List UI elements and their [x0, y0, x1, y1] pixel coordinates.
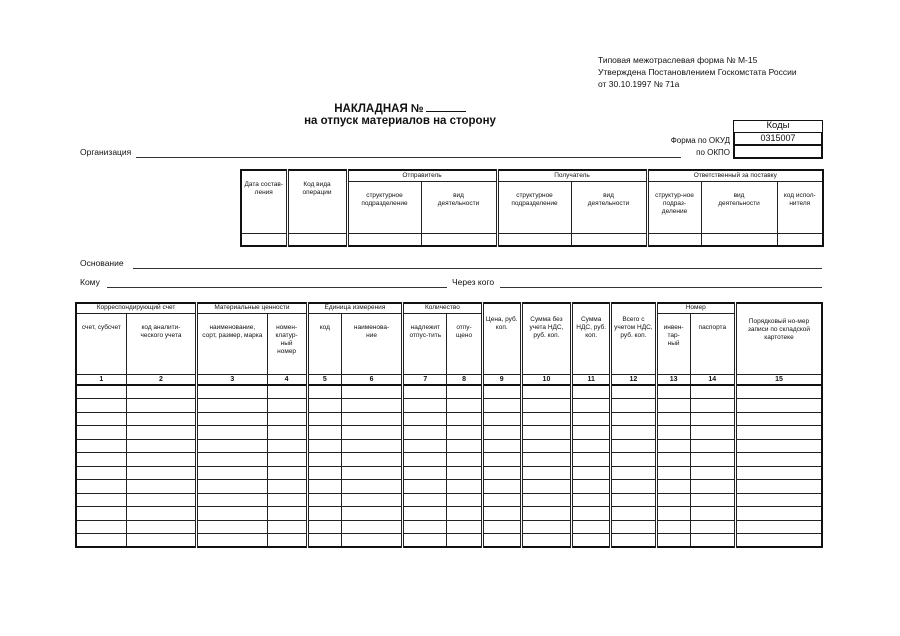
table-cell[interactable]	[76, 453, 126, 467]
table-cell[interactable]	[482, 507, 521, 521]
col-number-6: 6	[341, 374, 402, 385]
responsible-dept-cell[interactable]	[647, 233, 701, 246]
codes-labels	[600, 135, 730, 159]
table-cell[interactable]	[572, 412, 611, 426]
title-line-2: на отпуск материалов на сторону	[304, 115, 496, 127]
organization-label: Организация	[80, 147, 132, 157]
table-cell[interactable]	[735, 493, 822, 507]
table-cell[interactable]	[447, 399, 482, 413]
table-cell[interactable]	[656, 493, 690, 507]
table-cell[interactable]	[447, 412, 482, 426]
approval-line-3: от 30.10.1997 № 71а	[598, 79, 680, 89]
table-cell[interactable]	[267, 520, 307, 534]
table-cell[interactable]	[521, 439, 571, 453]
codes-header: Коды	[733, 120, 823, 133]
table-cell[interactable]	[341, 493, 402, 507]
table-cell[interactable]	[403, 480, 447, 494]
col-header-2: код аналити-ческого учета	[126, 313, 196, 374]
col-header-9: Цена, руб. коп.	[482, 303, 521, 374]
table-cell[interactable]	[403, 534, 447, 548]
table-cell[interactable]	[690, 439, 735, 453]
table-cell[interactable]	[735, 399, 822, 413]
table-cell[interactable]	[656, 534, 690, 548]
col-header-10: Сумма без учета НДС, руб. коп.	[521, 303, 571, 374]
col-number-8: 8	[447, 374, 482, 385]
sender-dept-cell[interactable]	[347, 233, 421, 246]
invoice-number-field[interactable]	[426, 103, 466, 112]
table-cell[interactable]	[656, 412, 690, 426]
sender-activity-header: вид деятельности	[421, 181, 497, 233]
table-body	[76, 385, 822, 547]
sender-activity-cell[interactable]	[421, 233, 497, 246]
table-cell[interactable]	[126, 466, 196, 480]
table-cell[interactable]	[267, 534, 307, 548]
col-header-4: номен-клатур-ный номер	[267, 313, 307, 374]
table-cell[interactable]	[656, 385, 690, 399]
table-cell[interactable]	[447, 466, 482, 480]
unit-group-header: Единица измерения	[307, 303, 403, 313]
col-header-13: инвен-тар-ный	[656, 313, 690, 374]
table-cell[interactable]	[76, 507, 126, 521]
table-cell[interactable]	[611, 507, 656, 521]
table-cell[interactable]	[611, 534, 656, 548]
table-cell[interactable]	[656, 439, 690, 453]
table-cell[interactable]	[126, 507, 196, 521]
col-header-15: Порядковый но-мер записи по складской картотеке	[735, 303, 822, 374]
table-cell[interactable]	[447, 385, 482, 399]
table-cell[interactable]	[76, 520, 126, 534]
col-header-1: счет, субсчет	[76, 313, 126, 374]
table-cell[interactable]	[572, 534, 611, 548]
col-header-11: Сумма НДС, руб. коп.	[572, 303, 611, 374]
table-cell[interactable]	[611, 439, 656, 453]
table-cell[interactable]	[735, 453, 822, 467]
col-number-4: 4	[267, 374, 307, 385]
table-cell[interactable]	[341, 534, 402, 548]
account-group-header: Корреспондирующий счет	[76, 303, 197, 313]
table-cell[interactable]	[307, 466, 341, 480]
col-number-13: 13	[656, 374, 690, 385]
table-cell[interactable]	[341, 426, 402, 440]
col-number-15: 15	[735, 374, 822, 385]
table-cell[interactable]	[611, 520, 656, 534]
table-cell[interactable]	[572, 466, 611, 480]
document-title	[280, 103, 520, 127]
table-cell[interactable]	[267, 399, 307, 413]
table-cell[interactable]	[126, 426, 196, 440]
table-cell[interactable]	[403, 507, 447, 521]
table-cell[interactable]	[690, 507, 735, 521]
table-cell[interactable]	[197, 399, 267, 413]
table-cell[interactable]	[521, 466, 571, 480]
table-cell[interactable]	[126, 520, 196, 534]
table-cell[interactable]	[447, 453, 482, 467]
table-cell[interactable]	[572, 426, 611, 440]
basis-field[interactable]	[133, 268, 822, 269]
table-cell[interactable]	[656, 426, 690, 440]
codes-box	[733, 120, 823, 159]
table-cell[interactable]	[267, 453, 307, 467]
table-row	[76, 520, 822, 534]
table-cell[interactable]	[521, 399, 571, 413]
table-cell[interactable]	[403, 385, 447, 399]
table-cell[interactable]	[611, 426, 656, 440]
op-code-header: Код вида операции	[287, 170, 347, 233]
okud-label: Форма по ОКУД	[670, 136, 730, 145]
table-cell[interactable]	[521, 453, 571, 467]
table-cell[interactable]	[611, 385, 656, 399]
table-cell[interactable]	[126, 493, 196, 507]
responsible-header: Ответственный за поставку	[647, 170, 823, 181]
col-number-11: 11	[572, 374, 611, 385]
table-cell[interactable]	[76, 399, 126, 413]
table-cell[interactable]	[197, 534, 267, 548]
col-header-8: отпу-щено	[447, 313, 482, 374]
via-field[interactable]	[500, 287, 822, 288]
table-cell[interactable]	[307, 385, 341, 399]
col-header-12: Всего с учетом НДС, руб. коп.	[611, 303, 656, 374]
table-cell[interactable]	[482, 385, 521, 399]
table-cell[interactable]	[482, 399, 521, 413]
table-cell[interactable]	[341, 439, 402, 453]
table-row	[76, 534, 822, 548]
table-cell[interactable]	[76, 385, 126, 399]
table-cell[interactable]	[572, 507, 611, 521]
responsible-activity-cell[interactable]	[701, 233, 777, 246]
quantity-group-header: Количество	[403, 303, 482, 313]
table-cell[interactable]	[447, 439, 482, 453]
table-cell[interactable]	[521, 385, 571, 399]
table-cell[interactable]	[126, 412, 196, 426]
receiver-dept-header: структурное подразделение	[497, 181, 571, 233]
table-row	[76, 412, 822, 426]
table-cell[interactable]	[656, 453, 690, 467]
table-cell[interactable]	[403, 399, 447, 413]
table-cell[interactable]	[126, 399, 196, 413]
table-row	[76, 453, 822, 467]
table-row	[76, 480, 822, 494]
table-cell[interactable]	[611, 412, 656, 426]
sender-header: Отправитель	[347, 170, 497, 181]
table-cell[interactable]	[341, 453, 402, 467]
col-number-10: 10	[521, 374, 571, 385]
table-cell[interactable]	[197, 426, 267, 440]
col-number-5: 5	[307, 374, 341, 385]
okpo-label: по ОКПО	[696, 148, 730, 157]
sender-dept-header: структурное подразделение	[347, 181, 421, 233]
table-row	[76, 439, 822, 453]
table-cell[interactable]	[482, 426, 521, 440]
receiver-activity-header: вид деятельности	[571, 181, 647, 233]
table-cell[interactable]	[403, 466, 447, 480]
table-cell[interactable]	[735, 412, 822, 426]
table-cell[interactable]	[611, 493, 656, 507]
executor-code-header: код испол-нителя	[777, 181, 823, 233]
table-cell[interactable]	[447, 480, 482, 494]
table-cell[interactable]	[572, 399, 611, 413]
table-cell[interactable]	[76, 426, 126, 440]
table-cell[interactable]	[656, 399, 690, 413]
table-cell[interactable]	[126, 480, 196, 494]
col-header-5: код	[307, 313, 341, 374]
table-cell[interactable]	[126, 534, 196, 548]
col-number-3: 3	[197, 374, 267, 385]
table-cell[interactable]	[267, 493, 307, 507]
col-number-1: 1	[76, 374, 126, 385]
table-cell[interactable]	[482, 480, 521, 494]
date-header: Дата состав-ления	[241, 170, 287, 233]
table-cell[interactable]	[482, 439, 521, 453]
table-cell[interactable]	[735, 439, 822, 453]
table-cell[interactable]	[656, 480, 690, 494]
table-row	[76, 426, 822, 440]
table-cell[interactable]	[447, 534, 482, 548]
table-cell[interactable]	[735, 426, 822, 440]
table-cell[interactable]	[521, 426, 571, 440]
receiver-dept-cell[interactable]	[497, 233, 571, 246]
table-cell[interactable]	[572, 439, 611, 453]
table-cell[interactable]	[267, 412, 307, 426]
table-cell[interactable]	[307, 534, 341, 548]
table-cell[interactable]	[482, 466, 521, 480]
col-number-7: 7	[403, 374, 447, 385]
table-row	[76, 466, 822, 480]
table-cell[interactable]	[197, 385, 267, 399]
table-cell[interactable]	[690, 385, 735, 399]
table-cell[interactable]	[735, 466, 822, 480]
table-cell[interactable]	[447, 520, 482, 534]
table-cell[interactable]	[572, 520, 611, 534]
responsible-dept-header: структур-ное подраз-деление	[647, 181, 701, 233]
col-number-2: 2	[126, 374, 196, 385]
table-cell[interactable]	[267, 439, 307, 453]
basis-label: Основание	[80, 258, 124, 268]
table-cell[interactable]	[482, 534, 521, 548]
table-cell[interactable]	[76, 439, 126, 453]
table-cell[interactable]	[307, 399, 341, 413]
table-cell[interactable]	[307, 426, 341, 440]
table-cell[interactable]	[403, 453, 447, 467]
table-row	[76, 399, 822, 413]
table-cell[interactable]	[126, 453, 196, 467]
col-header-7: надлежит отпус-тить	[403, 313, 447, 374]
table-cell[interactable]	[76, 480, 126, 494]
table-cell[interactable]	[403, 520, 447, 534]
table-cell[interactable]	[521, 520, 571, 534]
table-cell[interactable]	[735, 534, 822, 548]
table-cell[interactable]	[690, 493, 735, 507]
col-header-14: паспорта	[690, 313, 735, 374]
table-cell[interactable]	[341, 520, 402, 534]
table-cell[interactable]	[690, 412, 735, 426]
table-cell[interactable]	[126, 385, 196, 399]
table-cell[interactable]	[307, 439, 341, 453]
table-cell[interactable]	[521, 412, 571, 426]
table-cell[interactable]	[341, 480, 402, 494]
organization-field[interactable]	[136, 157, 681, 158]
date-cell[interactable]	[241, 233, 287, 246]
table-cell[interactable]	[197, 480, 267, 494]
approval-line-2: Утверждена Постановлением Госкомстата России	[598, 67, 797, 77]
table-cell[interactable]	[267, 507, 307, 521]
table-cell[interactable]	[403, 412, 447, 426]
table-cell[interactable]	[690, 453, 735, 467]
table-cell[interactable]	[690, 466, 735, 480]
table-cell[interactable]	[521, 480, 571, 494]
op-code-cell[interactable]	[287, 233, 347, 246]
okud-value: 0315007	[733, 133, 823, 146]
table-cell[interactable]	[482, 453, 521, 467]
table-cell[interactable]	[76, 534, 126, 548]
table-cell[interactable]	[690, 399, 735, 413]
table-cell[interactable]	[267, 385, 307, 399]
responsible-activity-header: вид деятельности	[701, 181, 777, 233]
receiver-header: Получатель	[497, 170, 647, 181]
table-cell[interactable]	[197, 439, 267, 453]
materials-table	[75, 302, 823, 548]
table-cell[interactable]	[690, 520, 735, 534]
table-cell[interactable]	[341, 412, 402, 426]
table-cell[interactable]	[572, 480, 611, 494]
col-number-14: 14	[690, 374, 735, 385]
header-table	[240, 169, 824, 247]
table-cell[interactable]	[341, 466, 402, 480]
table-cell[interactable]	[482, 493, 521, 507]
table-cell[interactable]	[656, 520, 690, 534]
table-cell[interactable]	[735, 480, 822, 494]
executor-code-cell[interactable]	[777, 233, 823, 246]
table-cell[interactable]	[403, 493, 447, 507]
table-cell[interactable]	[197, 466, 267, 480]
table-cell[interactable]	[197, 412, 267, 426]
table-cell[interactable]	[735, 385, 822, 399]
table-cell[interactable]	[690, 480, 735, 494]
receiver-activity-cell[interactable]	[571, 233, 647, 246]
okpo-field[interactable]	[733, 146, 823, 159]
table-cell[interactable]	[197, 493, 267, 507]
table-cell[interactable]	[197, 507, 267, 521]
col-number-9: 9	[482, 374, 521, 385]
approval-line-1: Типовая межотраслевая форма № М-15	[598, 55, 758, 65]
to-label: Кому	[80, 277, 100, 287]
col-header-6: наименова-ние	[341, 313, 402, 374]
table-cell[interactable]	[447, 493, 482, 507]
table-cell[interactable]	[307, 493, 341, 507]
table-cell[interactable]	[307, 507, 341, 521]
to-field[interactable]	[107, 287, 447, 288]
table-cell[interactable]	[690, 426, 735, 440]
table-cell[interactable]	[690, 534, 735, 548]
table-cell[interactable]	[341, 385, 402, 399]
table-row	[76, 507, 822, 521]
table-cell[interactable]	[521, 507, 571, 521]
table-cell[interactable]	[403, 426, 447, 440]
table-cell[interactable]	[735, 520, 822, 534]
table-cell[interactable]	[76, 412, 126, 426]
table-cell[interactable]	[656, 466, 690, 480]
table-cell[interactable]	[341, 399, 402, 413]
table-row	[76, 385, 822, 399]
table-cell[interactable]	[611, 466, 656, 480]
via-label: Через кого	[452, 277, 495, 287]
materials-group-header: Материальные ценности	[197, 303, 308, 313]
table-cell[interactable]	[447, 507, 482, 521]
table-cell[interactable]	[482, 520, 521, 534]
table-cell[interactable]	[126, 439, 196, 453]
table-cell[interactable]	[521, 534, 571, 548]
number-group-header: Номер	[656, 303, 735, 313]
table-cell[interactable]	[197, 453, 267, 467]
col-header-3: наименование, сорт, размер, марка	[197, 313, 267, 374]
table-cell[interactable]	[482, 412, 521, 426]
table-cell[interactable]	[341, 507, 402, 521]
table-cell[interactable]	[572, 453, 611, 467]
table-cell[interactable]	[307, 412, 341, 426]
table-cell[interactable]	[521, 493, 571, 507]
table-cell[interactable]	[611, 453, 656, 467]
table-cell[interactable]	[611, 480, 656, 494]
table-row	[76, 493, 822, 507]
table-cell[interactable]	[447, 426, 482, 440]
table-cell[interactable]	[735, 507, 822, 521]
table-cell[interactable]	[76, 493, 126, 507]
table-cell[interactable]	[267, 480, 307, 494]
table-cell[interactable]	[307, 480, 341, 494]
table-cell[interactable]	[572, 385, 611, 399]
table-cell[interactable]	[611, 399, 656, 413]
col-number-12: 12	[611, 374, 656, 385]
table-cell[interactable]	[267, 466, 307, 480]
title-line-1: НАКЛАДНАЯ №	[334, 103, 424, 115]
table-cell[interactable]	[403, 439, 447, 453]
table-cell[interactable]	[656, 507, 690, 521]
table-cell[interactable]	[267, 426, 307, 440]
table-cell[interactable]	[76, 466, 126, 480]
form-approval-note	[598, 54, 797, 90]
table-cell[interactable]	[572, 493, 611, 507]
table-cell[interactable]	[307, 520, 341, 534]
table-cell[interactable]	[307, 453, 341, 467]
table-cell[interactable]	[197, 520, 267, 534]
